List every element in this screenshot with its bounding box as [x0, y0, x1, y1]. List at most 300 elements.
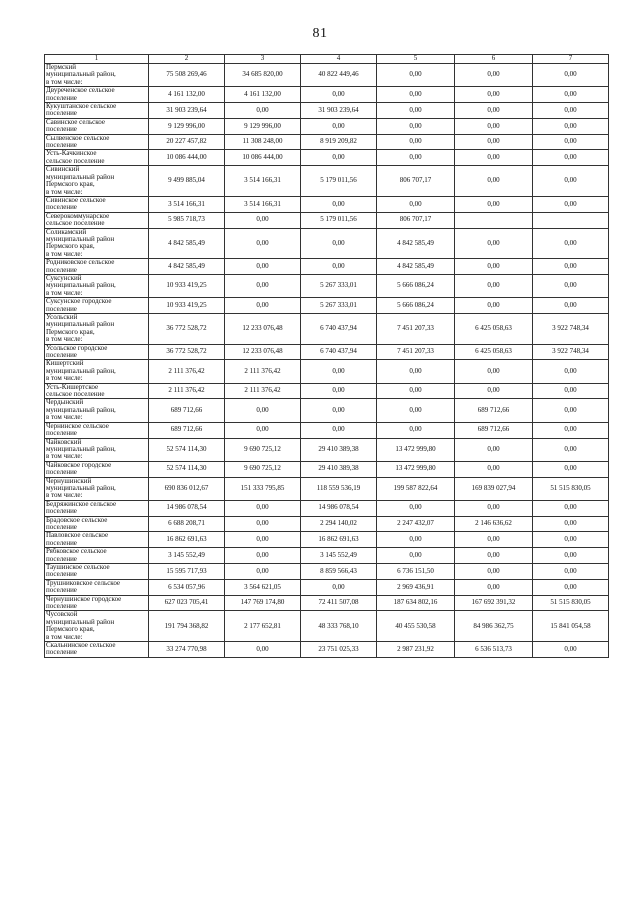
table-row — [45, 212, 609, 228]
table-row — [45, 196, 609, 212]
header-row — [45, 55, 609, 64]
municipality-name-line: Соликамский — [46, 228, 87, 236]
municipality-name-cell — [45, 298, 149, 314]
municipality-name-line: в том числе: — [46, 288, 83, 297]
municipality-name-line: муниципальный район — [46, 172, 115, 181]
municipality-name-line: Пермского края, — [46, 327, 95, 336]
municipality-name-line: поселение — [46, 93, 77, 102]
amount-cell: 147 769 174,80 — [225, 595, 301, 611]
amount-cell: 0,00 — [455, 500, 533, 516]
amount-cell: 4 161 132,00 — [225, 87, 301, 103]
municipality-name-cell — [45, 500, 149, 516]
amount-cell: 0,00 — [225, 399, 301, 422]
amount-cell: 2 177 652,81 — [225, 611, 301, 642]
table-row — [45, 548, 609, 564]
municipality-name-cell — [45, 477, 149, 500]
amount-cell: 29 410 389,38 — [301, 461, 377, 477]
amount-cell: 6 534 057,96 — [149, 579, 225, 595]
amount-cell: 33 274 770,98 — [149, 642, 225, 658]
amount-cell: 0,00 — [533, 228, 609, 259]
amount-cell: 0,00 — [377, 134, 455, 150]
table-row — [45, 532, 609, 548]
table-row — [45, 166, 609, 197]
municipality-name-cell — [45, 548, 149, 564]
amount-cell: 151 333 795,85 — [225, 477, 301, 500]
table-row — [45, 461, 609, 477]
amount-cell: 0,00 — [533, 87, 609, 103]
amount-cell: 40 455 530,58 — [377, 611, 455, 642]
municipality-name-cell — [45, 87, 149, 103]
amount-cell: 2 247 432,07 — [377, 516, 455, 532]
amount-cell: 5 179 011,56 — [301, 212, 377, 228]
table-row — [45, 228, 609, 259]
amount-cell: 2 111 376,42 — [149, 360, 225, 383]
table-row — [45, 344, 609, 360]
amount-cell: 689 712,66 — [455, 399, 533, 422]
municipality-name-line: сельское поселение — [46, 219, 105, 228]
table-row — [45, 118, 609, 134]
municipality-name-cell — [45, 399, 149, 422]
municipality-name-cell — [45, 166, 149, 197]
municipality-name-line: в том числе: — [46, 249, 83, 258]
amount-cell: 690 836 012,67 — [149, 477, 225, 500]
amount-cell: 5 267 333,01 — [301, 274, 377, 297]
municipality-name-line: Суксунский — [46, 274, 82, 282]
amount-cell: 0,00 — [225, 212, 301, 228]
amount-cell: 0,00 — [533, 150, 609, 166]
municipality-name-line: Кишертский — [46, 359, 84, 368]
municipality-name-cell — [45, 196, 149, 212]
municipality-name-cell — [45, 212, 149, 228]
amount-cell: 0,00 — [225, 500, 301, 516]
column-header: 5 — [377, 55, 455, 64]
amount-cell: 0,00 — [533, 134, 609, 150]
amount-cell: 0,00 — [533, 399, 609, 422]
amount-cell: 2 111 376,42 — [149, 383, 225, 399]
municipality-name-line: поселение — [46, 602, 77, 611]
amount-cell: 0,00 — [533, 259, 609, 275]
amount-cell: 0,00 — [455, 103, 533, 119]
column-header: 4 — [301, 55, 377, 64]
amount-cell: 0,00 — [533, 516, 609, 532]
amount-cell: 0,00 — [225, 642, 301, 658]
amount-cell: 20 227 457,82 — [149, 134, 225, 150]
amount-cell: 169 839 027,94 — [455, 477, 533, 500]
municipality-name-line: Пермский — [46, 63, 76, 71]
municipality-name-line: поселение — [46, 554, 77, 563]
table-row — [45, 298, 609, 314]
municipality-name-line: поселение — [46, 586, 77, 595]
amount-cell: 7 451 207,33 — [377, 314, 455, 345]
amount-cell: 0,00 — [533, 579, 609, 595]
amount-cell: 0,00 — [225, 516, 301, 532]
table-row — [45, 150, 609, 166]
municipality-name-cell — [45, 595, 149, 611]
municipality-name-line: Чернинское сельское — [46, 422, 109, 430]
amount-cell: 5 666 086,24 — [377, 274, 455, 297]
amount-cell: 0,00 — [301, 383, 377, 399]
column-header: 3 — [225, 55, 301, 64]
municipality-name-line: Чусовской — [46, 610, 78, 619]
amount-cell: 6 740 437,94 — [301, 344, 377, 360]
municipality-name-line: Чайковское городское — [46, 461, 112, 469]
amount-cell: 0,00 — [377, 196, 455, 212]
municipality-name-line: Двуреченское сельское — [46, 86, 115, 95]
amount-cell: 0,00 — [455, 548, 533, 564]
amount-cell: 15 841 054,58 — [533, 611, 609, 642]
column-header: 6 — [455, 55, 533, 64]
municipality-name-line: муниципальный район, — [46, 483, 116, 492]
amount-cell: 6 425 058,63 — [455, 344, 533, 360]
municipality-name-line: Чайковский — [46, 438, 82, 446]
amount-cell: 118 559 536,19 — [301, 477, 377, 500]
amount-cell: 8 919 209,82 — [301, 134, 377, 150]
amount-cell: 0,00 — [455, 383, 533, 399]
amount-cell: 0,00 — [377, 548, 455, 564]
municipality-name-line: муниципальный район — [46, 234, 115, 243]
amount-cell: 36 772 528,72 — [149, 344, 225, 360]
budget-table — [44, 54, 609, 658]
municipality-name-cell — [45, 564, 149, 580]
amount-cell: 10 086 444,00 — [225, 150, 301, 166]
table-row — [45, 422, 609, 438]
table-row — [45, 64, 609, 87]
municipality-name-line: муниципальный район — [46, 320, 115, 329]
table-row — [45, 87, 609, 103]
municipality-name-cell — [45, 150, 149, 166]
amount-cell: 12 233 076,48 — [225, 314, 301, 345]
amount-cell: 2 987 231,92 — [377, 642, 455, 658]
amount-cell: 806 707,17 — [377, 166, 455, 197]
amount-cell: 6 736 151,50 — [377, 564, 455, 580]
amount-cell: 627 023 705,41 — [149, 595, 225, 611]
amount-cell: 2 111 376,42 — [225, 383, 301, 399]
amount-cell: 6 688 208,71 — [149, 516, 225, 532]
municipality-name-cell — [45, 579, 149, 595]
amount-cell: 2 969 436,91 — [377, 579, 455, 595]
table-row — [45, 611, 609, 642]
amount-cell: 0,00 — [301, 196, 377, 212]
amount-cell: 4 842 585,49 — [149, 228, 225, 259]
amount-cell: 0,00 — [455, 196, 533, 212]
municipality-name-line: муниципальный район, — [46, 405, 116, 414]
amount-cell: 29 410 389,38 — [301, 438, 377, 461]
municipality-name-line: Усольский — [46, 313, 78, 321]
amount-cell: 0,00 — [377, 399, 455, 422]
municipality-name-line: Усть-Кишертское — [46, 383, 99, 391]
amount-cell: 0,00 — [533, 500, 609, 516]
amount-cell: 6 740 437,94 — [301, 314, 377, 345]
municipality-name-cell — [45, 103, 149, 119]
municipality-name-line: муниципальный район — [46, 617, 115, 626]
amount-cell: 0,00 — [455, 134, 533, 150]
municipality-name-line: поселение — [46, 203, 77, 212]
amount-cell: 0,00 — [225, 298, 301, 314]
table-row — [45, 564, 609, 580]
municipality-name-cell — [45, 228, 149, 259]
municipality-name-line: Кукуштанское сельское — [46, 102, 117, 111]
municipality-name-cell — [45, 274, 149, 297]
amount-cell: 0,00 — [455, 64, 533, 87]
amount-cell: 14 986 078,54 — [149, 500, 225, 516]
municipality-name-line: сельское поселение — [46, 390, 105, 399]
table-row — [45, 516, 609, 532]
amount-cell: 0,00 — [533, 298, 609, 314]
table-row — [45, 595, 609, 611]
municipality-name-line: Сылвенское сельское — [46, 134, 110, 142]
municipality-name-cell — [45, 516, 149, 532]
amount-cell: 0,00 — [301, 87, 377, 103]
amount-cell: 0,00 — [377, 500, 455, 516]
municipality-name-line: Чердынский — [46, 398, 84, 407]
amount-cell: 13 472 999,80 — [377, 461, 455, 477]
amount-cell — [533, 212, 609, 228]
amount-cell: 52 574 114,30 — [149, 461, 225, 477]
municipality-name-cell — [45, 360, 149, 383]
amount-cell: 6 536 513,73 — [455, 642, 533, 658]
amount-cell: 5 666 086,24 — [377, 298, 455, 314]
municipality-name-cell — [45, 642, 149, 658]
amount-cell: 0,00 — [533, 532, 609, 548]
municipality-name-line: Усть-Качкинское — [46, 149, 97, 158]
municipality-name-line: Савинское сельское — [46, 118, 105, 126]
page-number: 81 — [312, 26, 328, 41]
amount-cell: 0,00 — [533, 438, 609, 461]
amount-cell: 9 129 996,00 — [225, 118, 301, 134]
amount-cell: 2 146 636,62 — [455, 516, 533, 532]
amount-cell: 0,00 — [533, 103, 609, 119]
amount-cell: 84 986 362,75 — [455, 611, 533, 642]
municipality-name-cell — [45, 314, 149, 345]
amount-cell: 0,00 — [455, 564, 533, 580]
municipality-name-line: в том числе: — [46, 187, 83, 196]
amount-cell: 48 333 768,10 — [301, 611, 377, 642]
table-row — [45, 642, 609, 658]
amount-cell: 0,00 — [377, 383, 455, 399]
municipality-name-line: поселение — [46, 125, 77, 134]
table-row — [45, 500, 609, 516]
amount-cell: 3 922 748,34 — [533, 344, 609, 360]
amount-cell: 0,00 — [455, 228, 533, 259]
table-row — [45, 134, 609, 150]
amount-cell: 0,00 — [455, 166, 533, 197]
amount-cell: 2 294 140,02 — [301, 516, 377, 532]
amount-cell: 4 161 132,00 — [149, 87, 225, 103]
amount-cell: 12 233 076,48 — [225, 344, 301, 360]
amount-cell: 0,00 — [301, 259, 377, 275]
amount-cell: 0,00 — [533, 548, 609, 564]
municipality-name-cell — [45, 134, 149, 150]
municipality-name-line: Скальнинское сельское — [46, 641, 116, 650]
amount-cell: 806 707,17 — [377, 212, 455, 228]
table-row — [45, 103, 609, 119]
amount-cell: 0,00 — [301, 399, 377, 422]
amount-cell: 23 751 025,33 — [301, 642, 377, 658]
amount-cell: 3 922 748,34 — [533, 314, 609, 345]
municipality-name-line: поселение — [46, 109, 77, 118]
amount-cell: 0,00 — [225, 422, 301, 438]
amount-cell: 0,00 — [301, 360, 377, 383]
municipality-name-cell — [45, 259, 149, 275]
municipality-name-line: поселение — [46, 141, 77, 150]
municipality-name-cell — [45, 344, 149, 360]
amount-cell: 16 862 691,63 — [149, 532, 225, 548]
municipality-name-line: поселение — [46, 429, 77, 438]
amount-cell: 0,00 — [533, 196, 609, 212]
amount-cell: 0,00 — [455, 360, 533, 383]
table-body — [45, 64, 609, 658]
municipality-name-line: поселение — [46, 304, 77, 313]
municipality-name-line: Трушниковское сельское — [46, 579, 121, 587]
amount-cell: 3 145 552,49 — [149, 548, 225, 564]
amount-cell: 0,00 — [455, 461, 533, 477]
municipality-name-line: поселение — [46, 507, 77, 516]
amount-cell: 0,00 — [377, 103, 455, 119]
amount-cell: 10 086 444,00 — [149, 150, 225, 166]
amount-cell: 199 587 822,64 — [377, 477, 455, 500]
amount-cell: 9 499 885,04 — [149, 166, 225, 197]
amount-cell: 8 859 566,43 — [301, 564, 377, 580]
amount-cell: 0,00 — [455, 579, 533, 595]
municipality-name-line: в том числе: — [46, 452, 83, 461]
amount-cell: 75 508 269,46 — [149, 64, 225, 87]
amount-cell: 0,00 — [455, 438, 533, 461]
municipality-name-line: муниципальный район, — [46, 444, 116, 453]
amount-cell: 0,00 — [301, 150, 377, 166]
table-row — [45, 314, 609, 345]
amount-cell: 0,00 — [455, 259, 533, 275]
amount-cell: 11 308 248,00 — [225, 134, 301, 150]
municipality-name-cell — [45, 422, 149, 438]
municipality-name-line: поселение — [46, 648, 77, 657]
table-row — [45, 438, 609, 461]
municipality-name-cell — [45, 118, 149, 134]
municipality-name-line: Суксунское городское — [46, 297, 112, 306]
municipality-name-line: Пермского края, — [46, 242, 95, 251]
amount-cell: 3 514 166,31 — [225, 166, 301, 197]
amount-cell: 0,00 — [533, 461, 609, 477]
amount-cell: 0,00 — [377, 150, 455, 166]
column-header: 2 — [149, 55, 225, 64]
amount-cell: 0,00 — [533, 64, 609, 87]
amount-cell: 51 515 830,05 — [533, 595, 609, 611]
amount-cell: 0,00 — [225, 103, 301, 119]
amount-cell: 0,00 — [225, 228, 301, 259]
municipality-name-line: Северокоммунарское — [46, 212, 110, 220]
amount-cell: 0,00 — [455, 150, 533, 166]
table-row — [45, 383, 609, 399]
municipality-name-line: Усольское городское — [46, 344, 108, 352]
amount-cell: 2 111 376,42 — [225, 360, 301, 383]
amount-cell: 0,00 — [377, 118, 455, 134]
amount-cell: 0,00 — [377, 64, 455, 87]
amount-cell: 13 472 999,80 — [377, 438, 455, 461]
municipality-name-line: в том числе: — [46, 491, 83, 500]
amount-cell: 0,00 — [301, 579, 377, 595]
amount-cell: 51 515 830,05 — [533, 477, 609, 500]
amount-cell: 0,00 — [301, 422, 377, 438]
amount-cell: 6 425 058,63 — [455, 314, 533, 345]
municipality-name-line: сельское поселение — [46, 156, 105, 165]
municipality-name-cell — [45, 461, 149, 477]
amount-cell: 0,00 — [377, 87, 455, 103]
amount-cell: 4 842 585,49 — [377, 228, 455, 259]
municipality-name-line: Сивинское сельское — [46, 196, 106, 204]
amount-cell: 0,00 — [225, 532, 301, 548]
municipality-name-line: Павловское сельское — [46, 531, 109, 540]
amount-cell: 52 574 114,30 — [149, 438, 225, 461]
amount-cell: 0,00 — [533, 422, 609, 438]
amount-cell: 9 690 725,12 — [225, 461, 301, 477]
table-row — [45, 579, 609, 595]
amount-cell: 10 933 419,25 — [149, 298, 225, 314]
municipality-name-line: Чернушинский — [46, 477, 92, 485]
amount-cell: 0,00 — [533, 118, 609, 134]
column-header: 7 — [533, 55, 609, 64]
column-header: 1 — [45, 55, 149, 64]
municipality-name-line: в том числе: — [46, 632, 83, 641]
municipality-name-line: поселение — [46, 538, 77, 547]
amount-cell: 0,00 — [533, 642, 609, 658]
amount-cell: 9 129 996,00 — [149, 118, 225, 134]
amount-cell: 0,00 — [455, 298, 533, 314]
municipality-name-line: поселение — [46, 522, 77, 531]
amount-cell: 15 595 717,93 — [149, 564, 225, 580]
amount-cell: 689 712,66 — [149, 399, 225, 422]
amount-cell: 10 933 419,25 — [149, 274, 225, 297]
amount-cell: 0,00 — [533, 383, 609, 399]
municipality-name-line: муниципальный район, — [46, 281, 116, 290]
municipality-name-cell — [45, 438, 149, 461]
amount-cell: 0,00 — [225, 274, 301, 297]
amount-cell: 14 986 078,54 — [301, 500, 377, 516]
municipality-name-line: поселение — [46, 468, 77, 477]
amount-cell: 0,00 — [377, 532, 455, 548]
amount-cell: 689 712,66 — [149, 422, 225, 438]
municipality-name-line: поселение — [46, 351, 77, 360]
municipality-name-line: поселение — [46, 265, 77, 274]
municipality-name-line: в том числе: — [46, 335, 83, 344]
table-row — [45, 259, 609, 275]
amount-cell: 0,00 — [455, 87, 533, 103]
amount-cell: 0,00 — [455, 118, 533, 134]
amount-cell: 0,00 — [377, 360, 455, 383]
amount-cell: 0,00 — [533, 166, 609, 197]
table-row — [45, 360, 609, 383]
amount-cell: 0,00 — [533, 360, 609, 383]
municipality-name-line: Чернушинское городское — [46, 595, 122, 603]
amount-cell: 5 267 333,01 — [301, 298, 377, 314]
amount-cell: 0,00 — [301, 118, 377, 134]
amount-cell: 0,00 — [533, 274, 609, 297]
municipality-name-line: поселение — [46, 570, 77, 579]
amount-cell: 3 145 552,49 — [301, 548, 377, 564]
amount-cell: 34 685 820,00 — [225, 64, 301, 87]
amount-cell: 191 794 368,82 — [149, 611, 225, 642]
amount-cell: 3 564 621,05 — [225, 579, 301, 595]
amount-cell — [455, 212, 533, 228]
municipality-name-cell — [45, 611, 149, 642]
municipality-name-line: муниципальный район, — [46, 70, 116, 79]
municipality-name-line: Пермского края, — [46, 180, 95, 189]
municipality-name-cell — [45, 383, 149, 399]
amount-cell: 0,00 — [225, 564, 301, 580]
municipality-name-line: Бедряжинское сельское — [46, 500, 117, 508]
amount-cell: 36 772 528,72 — [149, 314, 225, 345]
amount-cell: 0,00 — [455, 532, 533, 548]
table-row — [45, 477, 609, 500]
amount-cell: 0,00 — [455, 274, 533, 297]
